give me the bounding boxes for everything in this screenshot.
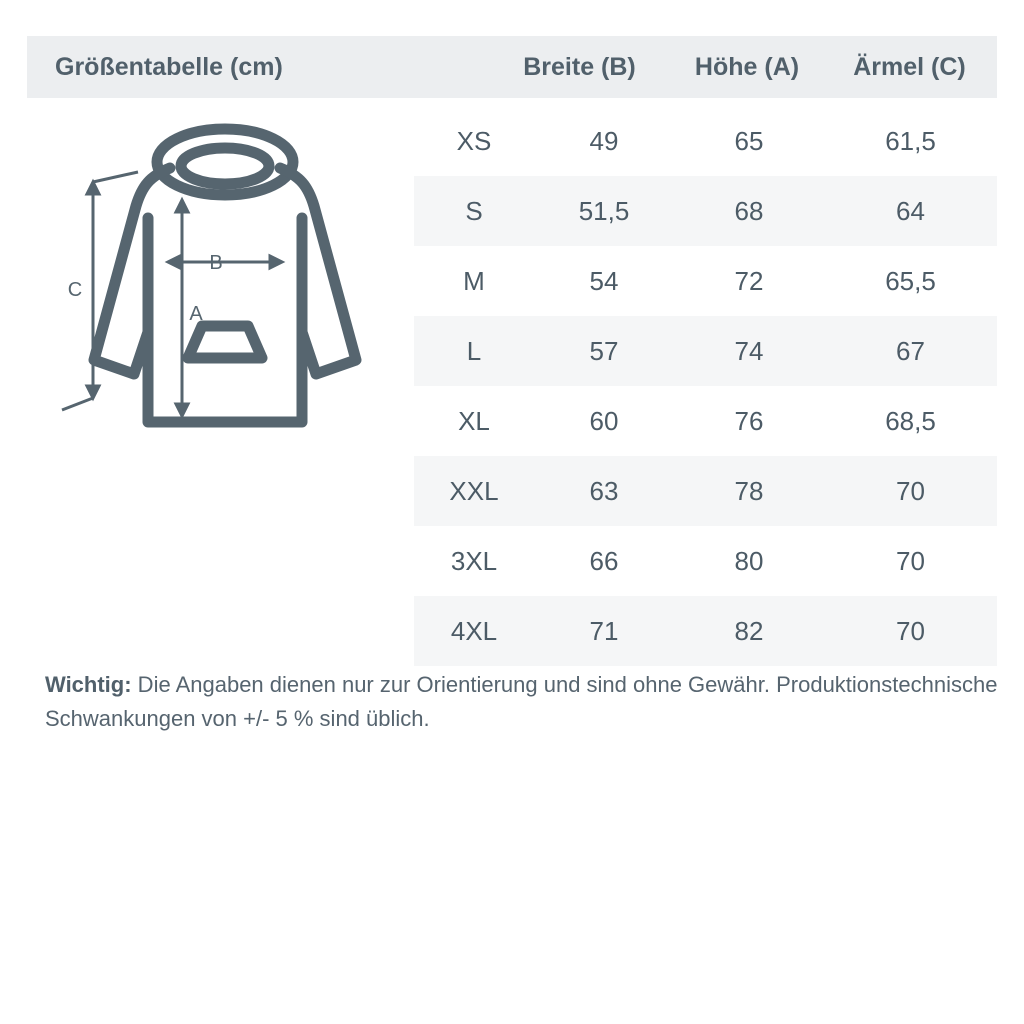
- disclaimer-note: [45, 668, 1005, 736]
- cell-hoehe: 78: [734, 475, 764, 506]
- cell-breite: 66: [589, 545, 619, 576]
- cell-size: XS: [456, 125, 492, 156]
- cell-size: L: [466, 335, 482, 366]
- table-row: [414, 246, 997, 316]
- disclaimer-label: Wichtig:: [45, 672, 132, 697]
- column-header-breite: Breite (B): [523, 52, 636, 81]
- disclaimer-text: Die Angaben dienen nur zur Orientierung und sind ohne Gewähr. Produktionstechnische Schwankungen von +/- 5 % sind üblich.: [45, 672, 998, 731]
- cell-breite: 63: [589, 475, 619, 506]
- table-row: [414, 316, 997, 386]
- cell-size: XXL: [449, 475, 499, 506]
- cell-size: S: [465, 195, 483, 226]
- cell-breite: 60: [589, 405, 619, 436]
- table-header: [27, 36, 997, 98]
- cell-breite: 57: [589, 335, 619, 366]
- label-height: A: [189, 303, 203, 325]
- cell-hoehe: 82: [734, 615, 764, 646]
- cell-aermel: 68,5: [885, 405, 936, 436]
- column-header-aermel: Ärmel (C): [853, 52, 966, 81]
- page-title: Größentabelle (cm): [55, 52, 283, 81]
- cell-aermel: 70: [896, 475, 925, 506]
- cell-aermel: 61,5: [885, 125, 936, 156]
- header-columns: [487, 36, 997, 98]
- cell-size: 3XL: [450, 545, 498, 576]
- table-row: [414, 526, 997, 596]
- cell-hoehe: 76: [734, 405, 764, 436]
- size-table: [414, 106, 997, 666]
- label-sleeve: C: [67, 279, 83, 301]
- cell-aermel: 70: [896, 615, 925, 646]
- cell-hoehe: 65: [734, 125, 764, 156]
- label-width: B: [209, 252, 223, 274]
- cell-aermel: 64: [896, 195, 925, 226]
- cell-aermel: 70: [896, 545, 925, 576]
- table-row: [414, 386, 997, 456]
- column-header-hoehe: Höhe (A): [694, 52, 800, 81]
- table-row: [414, 596, 997, 666]
- cell-breite: 51,5: [578, 195, 630, 226]
- cell-hoehe: 68: [734, 195, 764, 226]
- cell-breite: 54: [589, 265, 619, 296]
- cell-hoehe: 72: [734, 265, 764, 296]
- table-row: [414, 456, 997, 526]
- cell-size: 4XL: [450, 615, 498, 646]
- cell-hoehe: 74: [734, 335, 764, 366]
- cell-size: XL: [458, 405, 490, 436]
- cell-size: M: [463, 265, 485, 296]
- hoodie-diagram: [30, 110, 420, 460]
- cell-aermel: 65,5: [885, 265, 936, 296]
- cell-hoehe: 80: [734, 545, 764, 576]
- cell-breite: 49: [589, 125, 619, 156]
- table-row: [414, 176, 997, 246]
- table-row: [414, 106, 997, 176]
- cell-aermel: 67: [896, 335, 925, 366]
- cell-breite: 71: [589, 615, 619, 646]
